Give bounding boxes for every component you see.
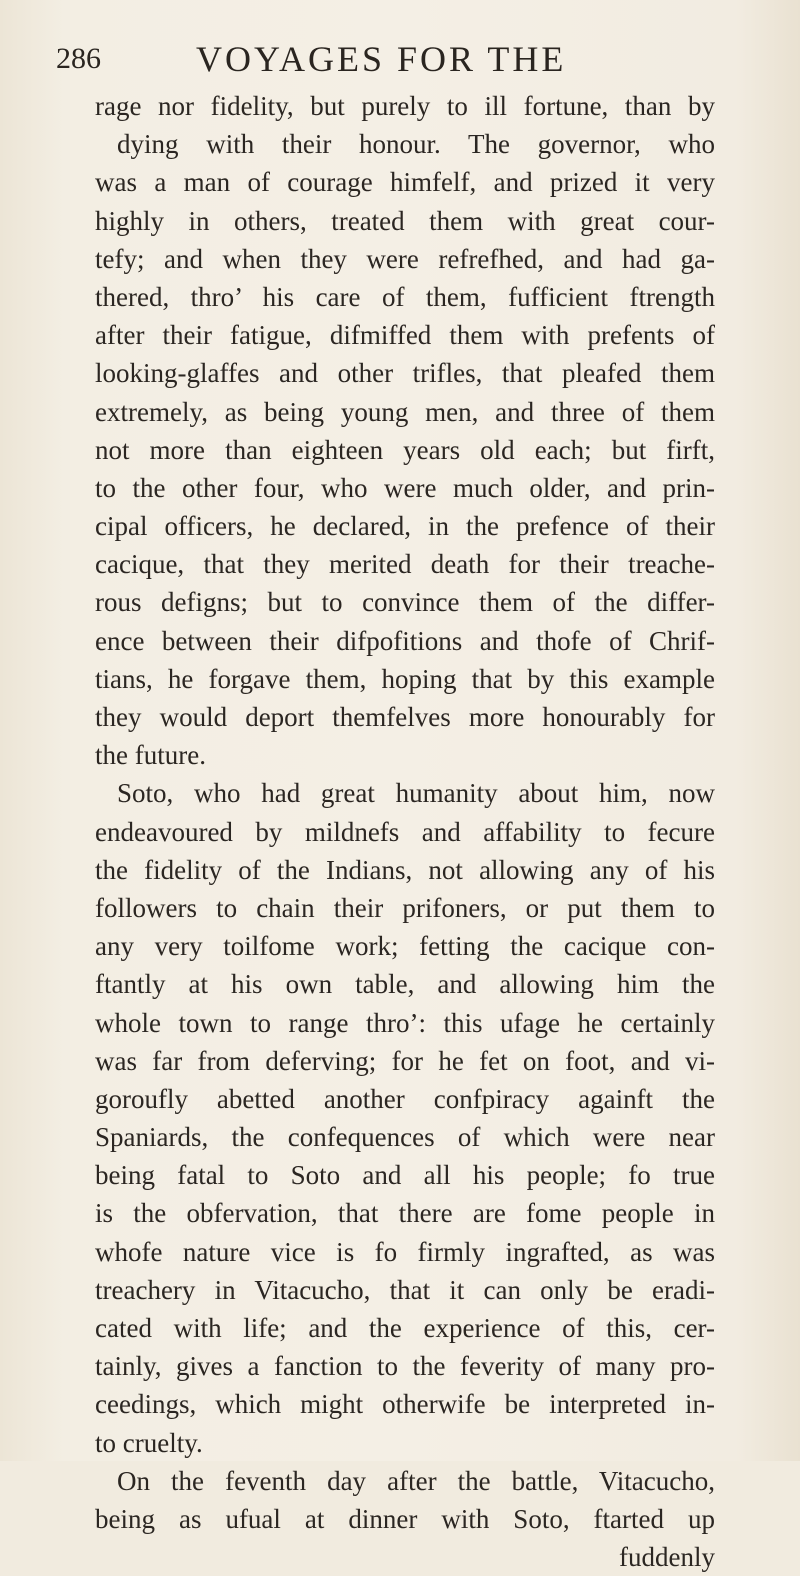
text-line: whole town to range thro’: this ufage he certainly	[95, 1007, 715, 1038]
text-line: cipal officers, he declared, in the prefence of their	[95, 511, 715, 542]
text-line: the future.	[95, 740, 206, 771]
text-line: being as ufual at dinner with Soto, ftarted up	[95, 1503, 715, 1534]
text-line: was a man of courage himfelf, and prized it very	[95, 167, 715, 198]
text-line: goroufly abetted another confpiracy againft the	[95, 1083, 715, 1114]
text-line: any very toilfome work; fetting the cacique con-	[95, 931, 715, 962]
text-line: to the other four, who were much older, and prin-	[95, 472, 715, 503]
catchword: fuddenly	[619, 1542, 715, 1573]
text-line: Spaniards, the confequences of which were near	[95, 1122, 715, 1153]
text-line: looking-glaffes and other trifles, that pleafed them	[95, 358, 715, 389]
text-line: the fidelity of the Indians, not allowing any of his	[95, 854, 715, 885]
text-line: highly in others, treated them with great cour-	[95, 205, 715, 236]
text-line: is the obfervation, that there are fome people in	[95, 1198, 715, 1229]
text-line: endeavoured by mildnefs and affability to fecure	[95, 816, 715, 847]
text-line: tainly, gives a fanction to the feverity of many pro-	[95, 1351, 715, 1382]
body-text	[95, 87, 715, 1576]
text-line: was far from deferving; for he fet on foot, and vi-	[95, 1045, 715, 1076]
text-line: tians, he forgave them, hoping that by this example	[95, 663, 715, 694]
text-line: after their fatigue, difmiffed them with prefents of	[95, 320, 715, 351]
text-line: ftantly at his own table, and allowing him the	[95, 969, 715, 1000]
text-line: dying with their honour. The governor, who	[117, 129, 715, 160]
text-line: rage nor fidelity, but purely to ill fortune, than by	[95, 91, 715, 121]
text-line: being fatal to Soto and all his people; fo true	[95, 1160, 715, 1191]
text-line: tefy; and when they were refrefhed, and had ga-	[95, 243, 715, 274]
text-line: cacique, that they merited death for their treache-	[95, 549, 715, 580]
text-line: thered, thro’ his care of them, fufficient ftrength	[95, 281, 715, 312]
text-line: On the feventh day after the battle, Vitacucho,	[117, 1465, 715, 1496]
text-line: followers to chain their prifoners, or put them to	[95, 892, 715, 923]
page-header	[56, 34, 756, 84]
text-line: extremely, as being young men, and three of them	[95, 396, 715, 427]
text-line: whofe nature vice is fo firmly ingrafted, as was	[95, 1236, 715, 1267]
text-line: rous defigns; but to convince them of the differ-	[95, 587, 715, 618]
text-line: not more than eighteen years old each; but firft,	[95, 434, 715, 465]
text-line: they would deport themfelves more honourably for	[95, 702, 715, 732]
text-line: to cruelty.	[95, 1427, 203, 1458]
text-line: ence between their difpofitions and thofe of Chrif-	[95, 625, 715, 656]
text-line: Soto, who had great humanity about him, now	[117, 778, 715, 809]
text-line: cated with life; and the experience of this, cer-	[95, 1313, 715, 1343]
page-number: 286	[56, 42, 101, 75]
text-line: ceedings, which might otherwife be interpreted in-	[95, 1389, 715, 1420]
text-line: treachery in Vitacucho, that it can only be eradi-	[95, 1274, 715, 1305]
running-title: VOYAGES FOR THE	[196, 39, 567, 79]
